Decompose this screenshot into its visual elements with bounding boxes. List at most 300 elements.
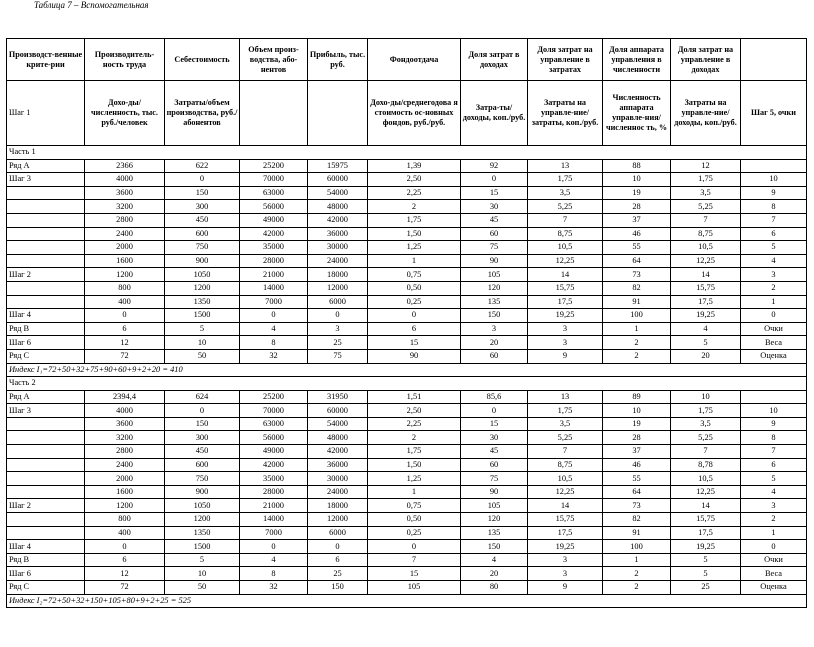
row-label-cell: Ряд C bbox=[7, 581, 85, 595]
table-cell: 4000 bbox=[85, 404, 165, 418]
table-cell: Веса bbox=[741, 567, 807, 581]
table-cell: 46 bbox=[603, 458, 671, 472]
table-cell: Оценка bbox=[741, 349, 807, 363]
table-cell: 7 bbox=[528, 445, 603, 459]
table-cell: 5 bbox=[671, 553, 741, 567]
table-cell: 72 bbox=[85, 581, 165, 595]
table-cell: 7 bbox=[528, 213, 603, 227]
table-cell: 90 bbox=[368, 349, 461, 363]
table-cell: 3,5 bbox=[671, 186, 741, 200]
table-row bbox=[7, 227, 807, 241]
row-label-cell bbox=[7, 445, 85, 459]
row-label-cell: Шаг 6 bbox=[7, 567, 85, 581]
table-row bbox=[7, 173, 807, 187]
table-cell: 150 bbox=[308, 581, 368, 595]
table-cell: 20 bbox=[461, 336, 528, 350]
table-cell: 8 bbox=[741, 200, 807, 214]
table-cell: 7000 bbox=[240, 526, 308, 540]
table-cell: 45 bbox=[461, 213, 528, 227]
row-label-cell bbox=[7, 227, 85, 241]
table-cell: 4 bbox=[741, 485, 807, 499]
table-cell: 3,5 bbox=[528, 186, 603, 200]
table-cell: 2000 bbox=[85, 472, 165, 486]
table-cell: 82 bbox=[603, 513, 671, 527]
table-cell: 17,5 bbox=[528, 526, 603, 540]
table-cell: 72 bbox=[85, 349, 165, 363]
table-cell: 1350 bbox=[165, 526, 240, 540]
table-row bbox=[7, 159, 807, 173]
table-row bbox=[7, 526, 807, 540]
table-cell: 1 bbox=[368, 485, 461, 499]
table-cell: 1,75 bbox=[368, 445, 461, 459]
table-cell: 0 bbox=[461, 404, 528, 418]
table-cell: 6 bbox=[308, 553, 368, 567]
table-cell: 1050 bbox=[165, 268, 240, 282]
table-cell: 19,25 bbox=[671, 540, 741, 554]
part2-title-row bbox=[7, 377, 807, 391]
table-cell: 13 bbox=[528, 159, 603, 173]
header-cell: Доля аппарата управления в численности bbox=[603, 39, 671, 81]
header-cell: Шаг 5, очки bbox=[741, 81, 807, 146]
table-cell: 12,25 bbox=[528, 254, 603, 268]
table-cell: 0 bbox=[85, 309, 165, 323]
table-row bbox=[7, 349, 807, 363]
table-cell: 0 bbox=[165, 404, 240, 418]
table-cell bbox=[741, 390, 807, 404]
table-cell: 8 bbox=[240, 336, 308, 350]
table-cell: 1 bbox=[368, 254, 461, 268]
table-cell: 7000 bbox=[240, 295, 308, 309]
table-cell: 2 bbox=[368, 200, 461, 214]
row-label-cell bbox=[7, 186, 85, 200]
row-label-cell: Шаг 3 bbox=[7, 404, 85, 418]
table-cell: 0 bbox=[741, 309, 807, 323]
table-cell: 100 bbox=[603, 540, 671, 554]
table-cell: 15 bbox=[461, 186, 528, 200]
table-cell: 400 bbox=[85, 295, 165, 309]
index-formula: Индекс I₂=72+50+32+150+105+80+9+2+25 = 525 bbox=[7, 594, 807, 608]
table-cell: 19 bbox=[603, 186, 671, 200]
table-cell: 18000 bbox=[308, 268, 368, 282]
table-cell: 750 bbox=[165, 472, 240, 486]
table-cell: 42000 bbox=[240, 227, 308, 241]
table-cell: 5 bbox=[671, 336, 741, 350]
table-cell: 1,50 bbox=[368, 458, 461, 472]
table-cell: 0 bbox=[165, 173, 240, 187]
table-cell: 15,75 bbox=[528, 513, 603, 527]
table-cell: 90 bbox=[461, 254, 528, 268]
table-cell: 30 bbox=[461, 431, 528, 445]
table-cell: 135 bbox=[461, 295, 528, 309]
table-cell: 1200 bbox=[85, 268, 165, 282]
table-cell: 49000 bbox=[240, 213, 308, 227]
table-cell: 2366 bbox=[85, 159, 165, 173]
table-cell: 3200 bbox=[85, 431, 165, 445]
table-cell: 70000 bbox=[240, 173, 308, 187]
table-cell: 48000 bbox=[308, 200, 368, 214]
table-cell: 19,25 bbox=[528, 540, 603, 554]
table-cell: 14 bbox=[671, 268, 741, 282]
table-cell: 5,25 bbox=[528, 200, 603, 214]
header-cell: Затраты на управле-ние/затраты, коп./руб. bbox=[528, 81, 603, 146]
part1-title-row bbox=[7, 146, 807, 160]
table-cell: 56000 bbox=[240, 431, 308, 445]
table-cell: 73 bbox=[603, 268, 671, 282]
row-label-cell: Ряд A bbox=[7, 159, 85, 173]
table-cell: 1,50 bbox=[368, 227, 461, 241]
table-cell: 1200 bbox=[165, 281, 240, 295]
table-cell: 7 bbox=[741, 445, 807, 459]
row-label-cell: Ряд B bbox=[7, 322, 85, 336]
table-cell: 3 bbox=[528, 567, 603, 581]
table-cell: 1,75 bbox=[671, 173, 741, 187]
table-cell: 2 bbox=[603, 336, 671, 350]
table-cell: 2 bbox=[603, 349, 671, 363]
table-cell: 12 bbox=[85, 567, 165, 581]
table-cell: 3,5 bbox=[671, 417, 741, 431]
table-cell: 2 bbox=[603, 581, 671, 595]
table-cell: 3,5 bbox=[528, 417, 603, 431]
table-row bbox=[7, 336, 807, 350]
table-cell: 3600 bbox=[85, 417, 165, 431]
table-cell: 7 bbox=[671, 445, 741, 459]
table-cell: 600 bbox=[165, 227, 240, 241]
header-row-formulas bbox=[7, 81, 807, 146]
table-cell: 1500 bbox=[165, 540, 240, 554]
row-label-cell bbox=[7, 213, 85, 227]
table-cell: 6 bbox=[85, 553, 165, 567]
table-cell bbox=[741, 159, 807, 173]
row-label-cell bbox=[7, 254, 85, 268]
table-cell: 89 bbox=[603, 390, 671, 404]
table-cell: 120 bbox=[461, 513, 528, 527]
table-cell: 19 bbox=[603, 417, 671, 431]
table-cell: 12000 bbox=[308, 281, 368, 295]
row-label-cell bbox=[7, 281, 85, 295]
table-cell: 2,25 bbox=[368, 186, 461, 200]
table-cell: 1,75 bbox=[528, 404, 603, 418]
row-label-cell bbox=[7, 417, 85, 431]
header-cell: Доля затрат на управление в доходах bbox=[671, 39, 741, 81]
table-cell: 70000 bbox=[240, 404, 308, 418]
table-cell: 7 bbox=[741, 213, 807, 227]
table-cell: 28000 bbox=[240, 254, 308, 268]
table-cell: 19,25 bbox=[671, 309, 741, 323]
table-cell: 10 bbox=[165, 567, 240, 581]
table-cell: 5 bbox=[741, 472, 807, 486]
header-cell bbox=[240, 81, 308, 146]
table-cell: 450 bbox=[165, 445, 240, 459]
table-row bbox=[7, 322, 807, 336]
table-cell: 10 bbox=[741, 173, 807, 187]
table-row bbox=[7, 472, 807, 486]
table-cell: 400 bbox=[85, 526, 165, 540]
table-cell: 50 bbox=[165, 581, 240, 595]
table-cell: 7 bbox=[368, 553, 461, 567]
table-cell: 36000 bbox=[308, 227, 368, 241]
table-cell: 0 bbox=[741, 540, 807, 554]
header-cell: Производст-венные крите-рии bbox=[7, 39, 85, 81]
header-cell: Доля затрат на управление в затратах bbox=[528, 39, 603, 81]
table-cell: 48000 bbox=[308, 431, 368, 445]
table-cell: 3 bbox=[741, 268, 807, 282]
row-label-cell bbox=[7, 472, 85, 486]
table-cell: 6 bbox=[741, 227, 807, 241]
table-cell: 25 bbox=[308, 567, 368, 581]
table-cell: 3 bbox=[308, 322, 368, 336]
table-cell: 10,5 bbox=[528, 241, 603, 255]
header-cell: Затраты на управле-ние/доходы, коп./руб. bbox=[671, 81, 741, 146]
table-row bbox=[7, 281, 807, 295]
table-cell: 63000 bbox=[240, 186, 308, 200]
table-cell: 15 bbox=[368, 567, 461, 581]
table-cell: 1,51 bbox=[368, 390, 461, 404]
table-cell: 64 bbox=[603, 254, 671, 268]
table-cell: 150 bbox=[165, 186, 240, 200]
table-cell: 0,25 bbox=[368, 526, 461, 540]
index-formula: Индекс I₁=72+50+32+75+90+60+9+2+20 = 410 bbox=[7, 363, 807, 377]
header-cell: Дохо-ды/среднегодова я стоимость ос-новных фондов, руб./руб. bbox=[368, 81, 461, 146]
table-cell: 82 bbox=[603, 281, 671, 295]
table-cell: 64 bbox=[603, 485, 671, 499]
table-cell: 91 bbox=[603, 526, 671, 540]
table-row bbox=[7, 186, 807, 200]
table-cell: 2,50 bbox=[368, 404, 461, 418]
table-cell: 5 bbox=[165, 553, 240, 567]
header-cell: Прибыль, тыс. руб. bbox=[308, 39, 368, 81]
table-cell: 14000 bbox=[240, 513, 308, 527]
table-row bbox=[7, 581, 807, 595]
table-cell: 85,6 bbox=[461, 390, 528, 404]
table-body bbox=[7, 146, 807, 608]
table-cell: 15,75 bbox=[528, 281, 603, 295]
table-cell: 3 bbox=[528, 553, 603, 567]
table-cell: 5,25 bbox=[671, 200, 741, 214]
row-label-cell: Шаг 6 bbox=[7, 336, 85, 350]
table-cell: 92 bbox=[461, 159, 528, 173]
table-cell: 622 bbox=[165, 159, 240, 173]
table-cell: 5,25 bbox=[671, 431, 741, 445]
table-cell: 1600 bbox=[85, 254, 165, 268]
header-row-criteria bbox=[7, 39, 807, 81]
row-label-cell: Ряд C bbox=[7, 349, 85, 363]
table-cell: 2400 bbox=[85, 458, 165, 472]
table-cell: 0 bbox=[240, 309, 308, 323]
table-row bbox=[7, 499, 807, 513]
row-label-cell: Ряд A bbox=[7, 390, 85, 404]
table-cell: 35000 bbox=[240, 472, 308, 486]
table-cell: 42000 bbox=[308, 445, 368, 459]
table-cell: 32 bbox=[240, 349, 308, 363]
section-title: Часть 1 bbox=[7, 146, 807, 160]
table-cell: 28 bbox=[603, 431, 671, 445]
table-cell: 2,25 bbox=[368, 417, 461, 431]
table-cell: 3200 bbox=[85, 200, 165, 214]
table-cell: 60 bbox=[461, 458, 528, 472]
table-cell: 28000 bbox=[240, 485, 308, 499]
table-cell: 54000 bbox=[308, 186, 368, 200]
table-cell: 10 bbox=[671, 390, 741, 404]
table-cell: 10 bbox=[165, 336, 240, 350]
table-cell: Очки bbox=[741, 322, 807, 336]
table-cell: 1,75 bbox=[671, 404, 741, 418]
table-row bbox=[7, 513, 807, 527]
table-cell: 90 bbox=[461, 485, 528, 499]
table-cell: 15 bbox=[368, 336, 461, 350]
table-cell: 4 bbox=[240, 322, 308, 336]
table-cell: 1,39 bbox=[368, 159, 461, 173]
table-cell: 9 bbox=[528, 581, 603, 595]
table-cell: Веса bbox=[741, 336, 807, 350]
table-row bbox=[7, 431, 807, 445]
table-row bbox=[7, 254, 807, 268]
header-cell: Затраты/объем производства, руб./абонентов bbox=[165, 81, 240, 146]
table-cell: 28 bbox=[603, 200, 671, 214]
header-cell: Дохо-ды/численность, тыс. руб./человек bbox=[85, 81, 165, 146]
table-row bbox=[7, 417, 807, 431]
row-label-cell: Шаг 2 bbox=[7, 499, 85, 513]
table-cell: 8,75 bbox=[671, 227, 741, 241]
table-cell: 17,5 bbox=[671, 295, 741, 309]
table-cell: 25200 bbox=[240, 159, 308, 173]
header-cell bbox=[741, 39, 807, 81]
table-cell: 56000 bbox=[240, 200, 308, 214]
table-cell: 750 bbox=[165, 241, 240, 255]
table-cell: 12 bbox=[671, 159, 741, 173]
table-cell: 0,75 bbox=[368, 268, 461, 282]
table-cell: 75 bbox=[308, 349, 368, 363]
table-cell: 2 bbox=[741, 513, 807, 527]
table-cell: 15,75 bbox=[671, 281, 741, 295]
table-cell: 4 bbox=[461, 553, 528, 567]
table-cell: 300 bbox=[165, 200, 240, 214]
table-cell: 120 bbox=[461, 281, 528, 295]
table-cell: 6 bbox=[85, 322, 165, 336]
table-cell: 150 bbox=[461, 309, 528, 323]
table-cell: 13 bbox=[528, 390, 603, 404]
table-cell: 1600 bbox=[85, 485, 165, 499]
table-cell: 75 bbox=[461, 472, 528, 486]
table-cell: 2 bbox=[741, 281, 807, 295]
table-cell: 150 bbox=[165, 417, 240, 431]
table-row bbox=[7, 404, 807, 418]
table-cell: 0,25 bbox=[368, 295, 461, 309]
table-cell: 4000 bbox=[85, 173, 165, 187]
table-cell: 21000 bbox=[240, 268, 308, 282]
table-cell: Оценка bbox=[741, 581, 807, 595]
table-row bbox=[7, 309, 807, 323]
table-row bbox=[7, 268, 807, 282]
table-cell: 60000 bbox=[308, 404, 368, 418]
table-cell: 14 bbox=[528, 499, 603, 513]
table-cell: 25 bbox=[671, 581, 741, 595]
table-row bbox=[7, 567, 807, 581]
row-label-cell bbox=[7, 485, 85, 499]
table-cell: 37 bbox=[603, 213, 671, 227]
table-cell: 24000 bbox=[308, 254, 368, 268]
table-cell: 0 bbox=[368, 540, 461, 554]
table-row bbox=[7, 553, 807, 567]
table-cell: 6000 bbox=[308, 526, 368, 540]
header-cell: Шаг 1 bbox=[7, 81, 85, 146]
table-cell: 75 bbox=[461, 241, 528, 255]
table-cell: 15 bbox=[461, 417, 528, 431]
table-cell: 8 bbox=[741, 431, 807, 445]
table-cell: 0 bbox=[368, 309, 461, 323]
table-cell: Очки bbox=[741, 553, 807, 567]
row-label-cell: Шаг 4 bbox=[7, 540, 85, 554]
table-cell: 60 bbox=[461, 349, 528, 363]
table-cell: 1 bbox=[603, 553, 671, 567]
row-label-cell bbox=[7, 200, 85, 214]
header-cell: Численность аппарата управле-ния/численнос ть, % bbox=[603, 81, 671, 146]
table-cell: 1 bbox=[603, 322, 671, 336]
row-label-cell: Шаг 4 bbox=[7, 309, 85, 323]
part2-index-row bbox=[7, 594, 807, 608]
table-cell: 5,25 bbox=[528, 431, 603, 445]
table-cell: 3 bbox=[528, 322, 603, 336]
table-cell: 54000 bbox=[308, 417, 368, 431]
row-label-cell bbox=[7, 295, 85, 309]
table-cell: 800 bbox=[85, 281, 165, 295]
table-cell: 91 bbox=[603, 295, 671, 309]
table-cell: 7 bbox=[671, 213, 741, 227]
table-cell: 600 bbox=[165, 458, 240, 472]
row-label-cell bbox=[7, 513, 85, 527]
table-cell: 3 bbox=[461, 322, 528, 336]
table-cell: 900 bbox=[165, 254, 240, 268]
header-cell: Себестоимость bbox=[165, 39, 240, 81]
table-cell: 50 bbox=[165, 349, 240, 363]
table-cell: 9 bbox=[528, 349, 603, 363]
row-label-cell: Ряд B bbox=[7, 553, 85, 567]
table-cell: 37 bbox=[603, 445, 671, 459]
table-cell: 45 bbox=[461, 445, 528, 459]
table-cell: 300 bbox=[165, 431, 240, 445]
table-cell: 2800 bbox=[85, 213, 165, 227]
table-cell: 25200 bbox=[240, 390, 308, 404]
table-cell: 0 bbox=[85, 540, 165, 554]
table-cell: 1 bbox=[741, 526, 807, 540]
table-cell: 32 bbox=[240, 581, 308, 595]
table-cell: 4 bbox=[240, 553, 308, 567]
table-cell: 450 bbox=[165, 213, 240, 227]
table-cell: 8,78 bbox=[671, 458, 741, 472]
table-cell: 30000 bbox=[308, 241, 368, 255]
table-cell: 14000 bbox=[240, 281, 308, 295]
table-cell: 10 bbox=[603, 173, 671, 187]
table-cell: 1 bbox=[741, 295, 807, 309]
table-cell: 0,50 bbox=[368, 513, 461, 527]
table-cell: 12 bbox=[85, 336, 165, 350]
section-title: Часть 2 bbox=[7, 377, 807, 391]
table-cell: 36000 bbox=[308, 458, 368, 472]
table-cell: 12000 bbox=[308, 513, 368, 527]
table-cell: 30 bbox=[461, 200, 528, 214]
table-cell: 20 bbox=[671, 349, 741, 363]
table-cell: 24000 bbox=[308, 485, 368, 499]
table-cell: 8,75 bbox=[528, 458, 603, 472]
table-cell: 10 bbox=[603, 404, 671, 418]
table-cell: 12,25 bbox=[528, 485, 603, 499]
table-cell: 31950 bbox=[308, 390, 368, 404]
table-cell: 1,75 bbox=[528, 173, 603, 187]
table-cell: 55 bbox=[603, 472, 671, 486]
table-cell: 15975 bbox=[308, 159, 368, 173]
table-cell: 8 bbox=[240, 567, 308, 581]
table-cell: 1,25 bbox=[368, 472, 461, 486]
table-row bbox=[7, 241, 807, 255]
